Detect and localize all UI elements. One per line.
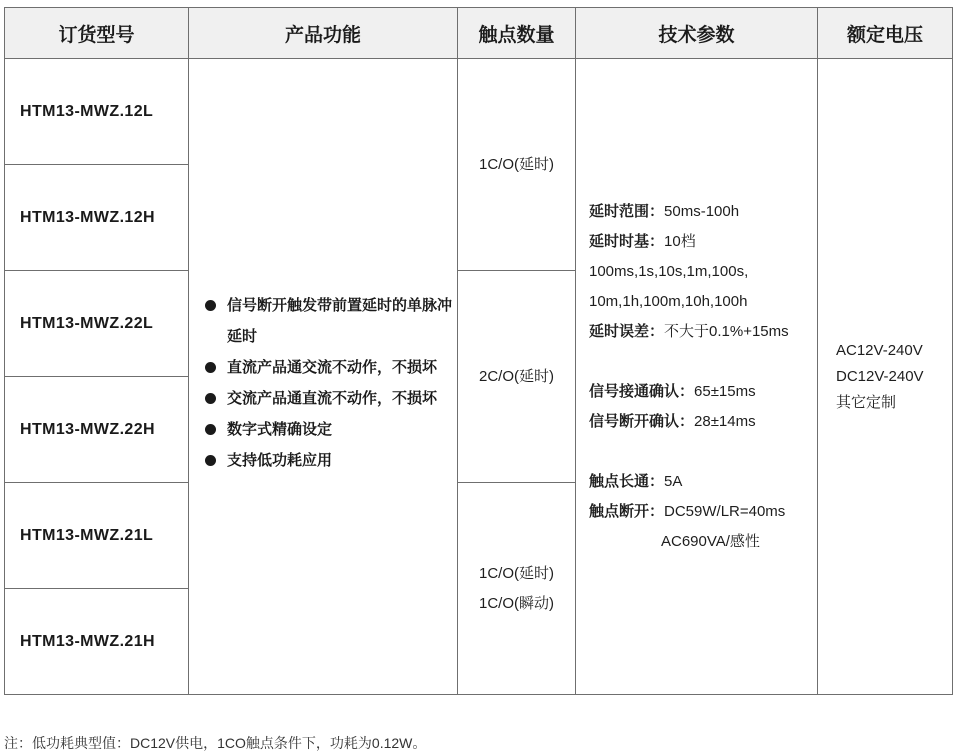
model-cell: HTM13-MWZ.22L — [5, 271, 189, 377]
header-voltage: 额定电压 — [818, 8, 953, 59]
tech-contact-off-line2: AC690VA/感性 — [661, 532, 760, 550]
voltage-ac: AC12V-240V — [836, 341, 923, 359]
tech-error: 延时误差：不大于0.1%+15ms — [589, 322, 789, 340]
header-tech: 技术参数 — [576, 8, 818, 59]
footnote: 注：低功耗典型值：DC12V供电，1CO触点条件下，功耗为0.12W。 — [4, 735, 427, 751]
voltage-dc: DC12V-240V — [836, 367, 924, 385]
tech-contact-off: 触点断开：DC59W/LR=40ms — [589, 502, 786, 520]
function-cell — [189, 59, 458, 695]
tech-range: 延时范围：50ms-100h — [589, 202, 740, 220]
contact-cell — [458, 59, 576, 271]
voltage-cell — [818, 59, 953, 695]
model-cell: HTM13-MWZ.22H — [5, 377, 189, 483]
header-contacts: 触点数量 — [458, 8, 576, 59]
tech-cell — [576, 59, 818, 695]
model-cell: HTM13-MWZ.21H — [5, 589, 189, 695]
header-row — [5, 8, 953, 59]
tech-signal-off: 信号断开确认：28±14ms — [589, 412, 756, 430]
header-function: 产品功能 — [189, 8, 458, 59]
contact-value: 2C/O(延时) — [478, 367, 554, 385]
function-item: 交流产品通直流不动作，不损坏 — [205, 383, 457, 414]
model-cell: HTM13-MWZ.12H — [5, 165, 189, 271]
tech-signal-on: 信号接通确认：65±15ms — [589, 382, 756, 400]
contact-cell — [458, 271, 576, 483]
spec-table — [4, 7, 953, 695]
model-cell: HTM13-MWZ.21L — [5, 483, 189, 589]
tech-base: 延时时基：10档 — [589, 232, 696, 250]
contact-cell — [458, 483, 576, 695]
contact-value: 1C/O(瞬动) — [478, 594, 554, 612]
table-row — [5, 59, 953, 165]
contact-value: 1C/O(延时) — [478, 155, 554, 173]
voltage-custom: 其它定制 — [836, 393, 897, 411]
model-cell: HTM13-MWZ.12L — [5, 59, 189, 165]
function-list — [205, 290, 457, 476]
contact-value: 1C/O(延时) — [478, 564, 554, 582]
tech-base-line2: 100ms,1s,10s,1m,100s, — [589, 262, 749, 280]
function-item: 直流产品通交流不动作，不损坏 — [205, 352, 457, 383]
tech-contact-on: 触点长通：5A — [589, 472, 683, 490]
function-item: 支持低功耗应用 — [205, 445, 457, 476]
header-model: 订货型号 — [5, 8, 189, 59]
function-item: 信号断开触发带前置延时的单脉冲延时 — [205, 290, 457, 352]
tech-base-line3: 10m,1h,100m,10h,100h — [589, 292, 748, 310]
function-item: 数字式精确设定 — [205, 414, 457, 445]
